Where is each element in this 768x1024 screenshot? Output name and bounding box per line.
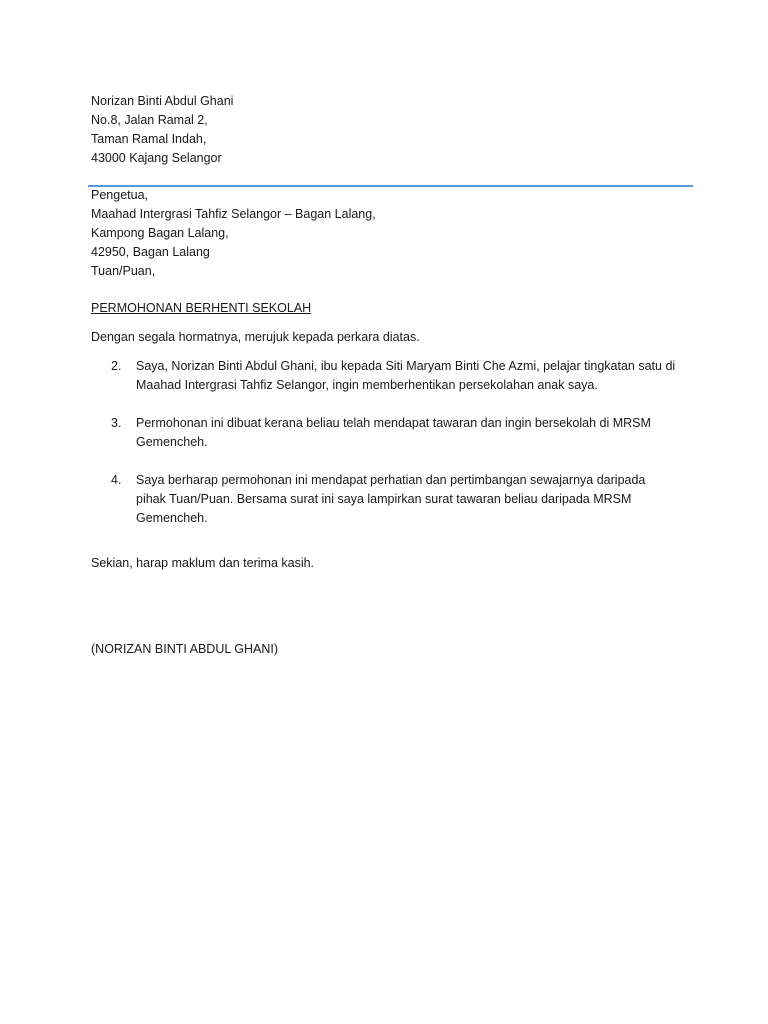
sender-street: No.8, Jalan Ramal 2,: [91, 113, 208, 127]
signature-name: (NORIZAN BINTI ABDUL GHANI): [91, 642, 279, 656]
list-item-text: Saya berharap permohonan ini mendapat perhatian dan pertimbangan sewajarnya daripada: [136, 473, 646, 487]
list-item-text: Maahad Intergrasi Tahfiz Selangor, ingin memberhentikan persekolahan anak saya.: [136, 378, 598, 392]
list-item: [91, 357, 691, 395]
letter-subject: PERMOHONAN BERHENTI SEKOLAH: [91, 301, 312, 315]
recipient-title: Pengetua,: [91, 188, 148, 202]
sender-name: Norizan Binti Abdul Ghani: [91, 94, 234, 108]
list-item: [91, 471, 691, 528]
list-item-text: Saya, Norizan Binti Abdul Ghani, ibu kepada Siti Maryam Binti Che Azmi, pelajar tingkatan satu di: [136, 359, 676, 373]
list-item-text: pihak Tuan/Puan. Bersama surat ini saya lampirkan surat tawaran beliau daripada MRSM: [136, 492, 632, 506]
recipient-school: Maahad Intergrasi Tahfiz Selangor – Bagan Lalang,: [91, 207, 376, 221]
recipient-postcode: 42950, Bagan Lalang: [91, 245, 210, 259]
salutation: Tuan/Puan,: [91, 264, 156, 278]
list-item-text: Gemencheh.: [136, 435, 208, 449]
list-item-text: Gemencheh.: [136, 511, 208, 525]
numbered-list: [91, 357, 691, 547]
list-item-number: 3.: [111, 416, 122, 430]
sender-postcode-city: 43000 Kajang Selangor: [91, 151, 222, 165]
closing-line: Sekian, harap maklum dan terima kasih.: [91, 556, 315, 570]
list-item-text: Permohonan ini dibuat kerana beliau telah mendapat tawaran dan ingin bersekolah di MRSM: [136, 416, 651, 430]
sender-area: Taman Ramal Indah,: [91, 132, 207, 146]
list-item-number: 4.: [111, 473, 122, 487]
opening-line: Dengan segala hormatnya, merujuk kepada perkara diatas.: [91, 330, 420, 344]
sender-address: [91, 92, 233, 168]
list-item: [91, 414, 691, 452]
list-item-number: 2.: [111, 359, 122, 373]
recipient-address: [91, 186, 376, 281]
recipient-village: Kampong Bagan Lalang,: [91, 226, 229, 240]
